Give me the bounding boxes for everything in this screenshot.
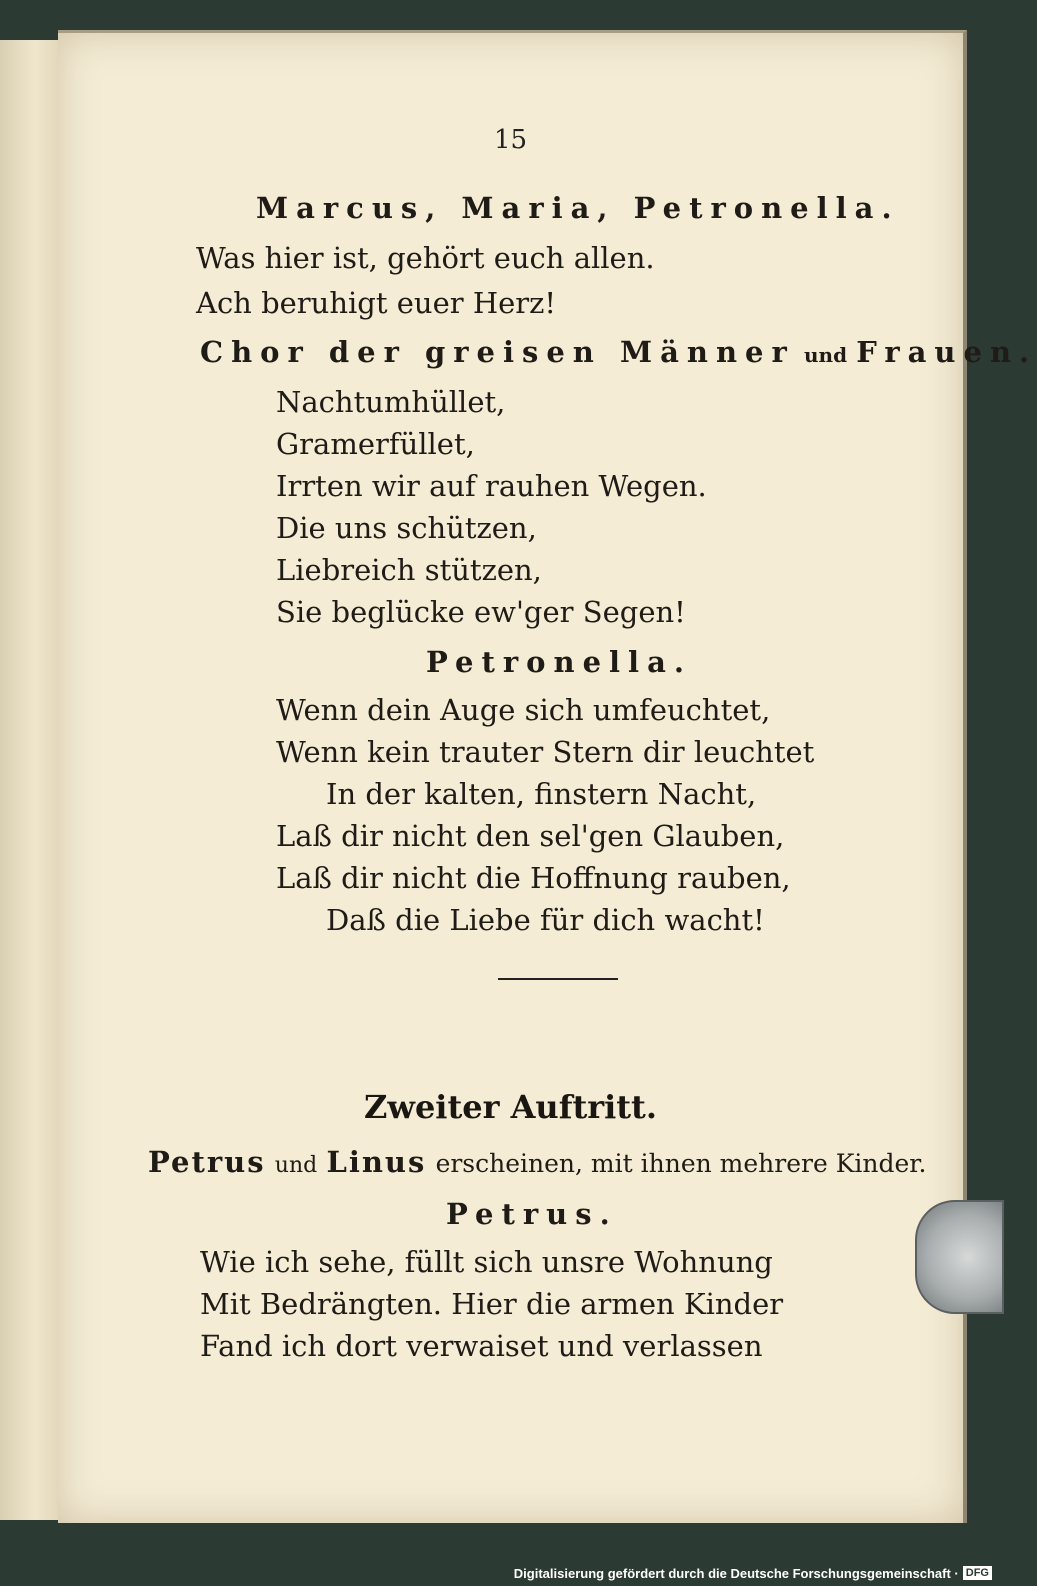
verse-line: Die uns schützen, xyxy=(276,511,537,545)
left-page-edge xyxy=(0,40,60,1520)
page-number: 15 xyxy=(493,125,528,155)
section-divider xyxy=(498,978,618,980)
verse-line: Nachtumhüllet, xyxy=(276,385,506,419)
dfg-logo: DFG xyxy=(963,1566,992,1580)
digitization-footer xyxy=(514,1562,992,1584)
scanner-clip xyxy=(915,1200,1004,1314)
stage-direction xyxy=(148,1145,926,1179)
footer-text: Digitalisierung gefördert durch die Deutsche Forschungsgemeinschaft · xyxy=(513,1565,959,1581)
verse-line: Ach beruhigt euer Herz! xyxy=(196,286,557,320)
stage-and: und xyxy=(274,1153,318,1178)
speaker-chorus xyxy=(200,335,1037,369)
scene-heading: Zweiter Auftritt. xyxy=(364,1088,657,1126)
verse-line: Laß dir nicht den sel'gen Glauben, xyxy=(276,819,785,853)
verse-line: Daß die Liebe für dich wacht! xyxy=(326,903,765,937)
verse-line: Wie ich sehe, füllt sich unsre Wohnung xyxy=(200,1245,773,1279)
verse-line: Mit Bedrängten. Hier die armen Kinder xyxy=(200,1287,784,1321)
verse-line: Gramerfüllet, xyxy=(276,427,475,461)
chorus-women: Frauen. xyxy=(856,335,1037,369)
stage-name-petrus: Petrus xyxy=(148,1145,266,1179)
verse-line: Wenn dein Auge sich umfeuchtet, xyxy=(276,693,771,727)
speaker-petronella: Petronella. xyxy=(426,645,692,679)
chorus-name: Chor der greisen Männer xyxy=(200,335,795,369)
chorus-and: und xyxy=(803,343,848,367)
stage-name-linus: Linus xyxy=(326,1145,427,1179)
verse-line: Liebreich stützen, xyxy=(276,553,542,587)
verse-line: Laß dir nicht die Hoffnung rauben, xyxy=(276,861,791,895)
verse-line: In der kalten, finstern Nacht, xyxy=(326,777,757,811)
verse-line: Wenn kein trauter Stern dir leuchtet xyxy=(276,735,815,769)
book-page xyxy=(58,30,1037,1523)
verse-line: Fand ich dort verwaiset und verlassen xyxy=(200,1329,763,1363)
verse-line: Irrten wir auf rauhen Wegen. xyxy=(276,469,707,503)
speaker-marcus-maria-petronella: Marcus, Maria, Petronella. xyxy=(256,191,900,225)
verse-line: Sie beglücke ew'ger Segen! xyxy=(276,595,686,629)
stage-rest: erscheinen, mit ihnen mehrere Kinder. xyxy=(435,1149,927,1178)
verse-line: Was hier ist, gehört euch allen. xyxy=(196,241,655,275)
speaker-petrus: Petrus. xyxy=(446,1197,618,1231)
